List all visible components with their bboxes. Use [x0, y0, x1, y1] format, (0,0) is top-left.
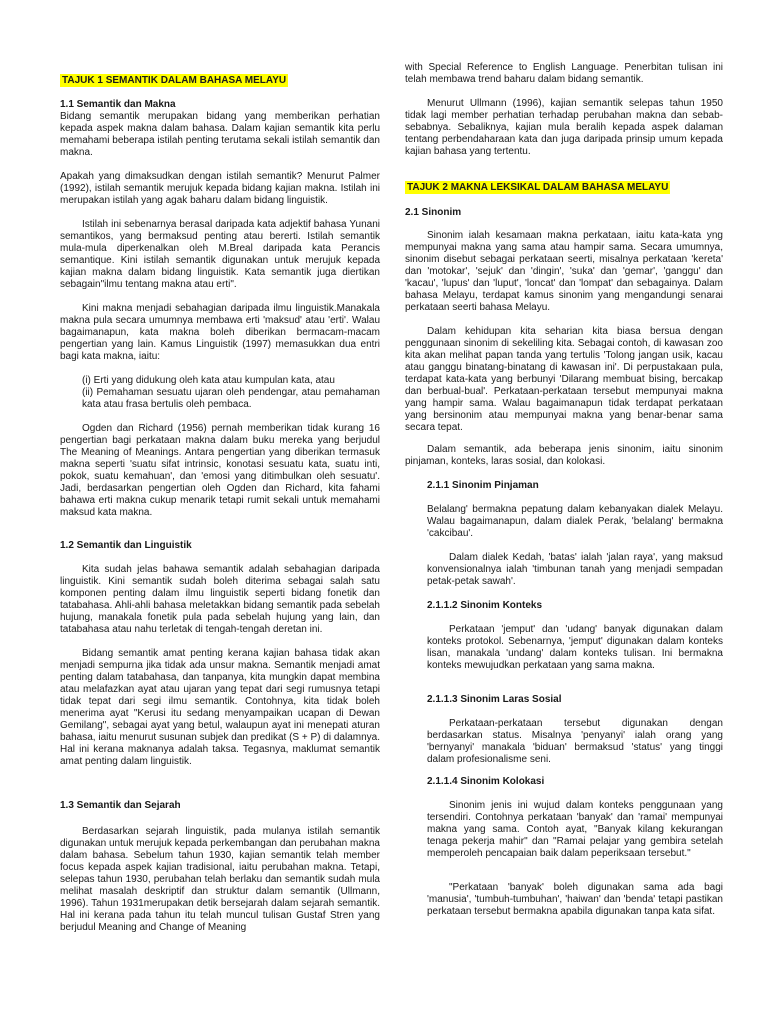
paragraph: Belalang' bermakna pepatung dalam kebanyakan dialek Melayu. Walau bagaimanapun, dalam dialek Perak, 'belalang' bermakna 'cakcibau'.: [427, 504, 723, 539]
paragraph: Berdasarkan sejarah linguistik, pada mulanya istilah semantik digunakan untuk merujuk kepada perkembangan dan perubahan makna dalam bahasa. Sebelum tahun 1930, kajian semantik telah member focus kepada aspek kajian tradisional, iaitu perubahan makna. Tetapi, selepas tahun 1930, perubahan telah berlaku dan semantik sudah mula melihat masalah deskriptif dan struktur dalam semantik (Ullmann, 1996). Tahun 1931merupakan detik bersejarah dalam sejarah semantik. Hal ini kerana pada tahun itu telah muncul tulisan Gustaf Stren yang berjudul Meaning and Change of Meaning: [60, 826, 380, 933]
paragraph: Apakah yang dimaksudkan dengan istilah semantik? Menurut Palmer (1992), istilah semantik merujuk kepada bidang kajian makna. Istilah ini merupakan istilah yang agak baharu dalam bidang linguistik.: [60, 171, 380, 206]
paragraph: Kita sudah jelas bahawa semantik adalah sebahagian daripada linguistik. Kini semantik sudah boleh diterima sebagai salah satu komponen penting dalam ilmu linguistik seperti bidang fonetik dan tatabahasa. Ahli-ahli bahasa meletakkan bidang semantik pada sebelah hujung, manakala fonetik pula pada sebelah hujung yang lain, dan tatabahasa atau nahu terletak di tengah-tengah deretan ini.: [60, 564, 380, 635]
section-2-1-1-title: 2.1.1 Sinonim Pinjaman: [427, 480, 539, 491]
paragraph: Dalam kehidupan kita seharian kita biasa bersua dengan penggunaan sinonim di sekeliling kita. Sebagai contoh, di kawasan zoo kita akan melihat papan tanda yang tertulis 'Tolong jangan usik, kacau atau ganggu binatang-binatang di kawasan ini'. Di perpustakaan pula, terdapat kata-kata yang berbunyi 'Dilarang membuat bising, bercakap dan berbual-bual'. Perkataan-perkataan tersebut mempunyai makna yang hampir sama. Walau bagaimanapun tidak terdapat perkataan yang bersinonim atau mempunyai makna yang benar-benar sama secara tepat.: [405, 326, 723, 433]
list-item: (ii) Pemahaman sesuatu ujaran oleh pendengar, atau pemahaman kata atau frasa bertulis oleh pembaca.: [82, 387, 380, 410]
chapter-2-heading: TAJUK 2 MAKNA LEKSIKAL DALAM BAHASA MELAYU: [407, 182, 669, 193]
paragraph: Dalam semantik, ada beberapa jenis sinonim, iaitu sinonim pinjaman, konteks, laras sosial, dan kolokasi.: [405, 444, 723, 467]
paragraph: Kini makna menjadi sebahagian daripada ilmu linguistik.Manakala makna pula secara umumnya membawa erti 'maksud' atau 'erti'. Walau bagaimanapun, kata makna boleh diberikan bermacam-macam pengertian yang lain. Kamus Linguistik (1997) memasukkan dua entri bagi kata makna, iaitu:: [60, 303, 380, 362]
paragraph: with Special Reference to English Language. Penerbitan tulisan ini telah membawa trend baharu dalam bidang semantik.: [405, 62, 723, 85]
section-2-1-title: 2.1 Sinonim: [405, 207, 462, 218]
section-2-1-1-3-title: 2.1.1.3 Sinonim Laras Sosial: [427, 694, 562, 705]
paragraph: Bidang semantik merupakan bidang yang memberikan perhatian kepada aspek makna dalam bahasa. Dalam kajian semantik kita perlu memahami beberapa istilah penting terutama sekali istilah semantik dan makna.: [60, 111, 380, 158]
section-1-2-title: 1.2 Semantik dan Linguistik: [60, 540, 192, 551]
section-1-3-title: 1.3 Semantik dan Sejarah: [60, 800, 181, 811]
paragraph: Sinonim ialah kesamaan makna perkataan, iaitu kata-kata yng mempunyai makna yang sama atau hampir sama. Secara umumnya, sinonim disebut sebagai perkataan seerti, misalnya perkataan 'kereta' dan 'motokar', 'sejuk' dan 'dingin', 'suka' dan 'gemar', 'ganggu' dan 'kacau', 'lupus' dan 'luput', 'loncat' dan 'lompat' dan sebagainya. Dalam bahasa Melayu, terdapat kamus sinonim yang mengandungi senarai perkataan seerti bahasa Melayu.: [405, 230, 723, 313]
paragraph: Istilah ini sebenarnya berasal daripada kata adjektif bahasa Yunani semantikos, yang bermaksud penting atau bererti. Istilah semantik mula-mula diperkenalkan oleh M.Breal daripada kata Perancis semantique. Kini istilah semantik digunakan untuk merujuk kepada kajian makna dalam bidang linguistik. Kata semantik juga diertikan sebagain"ilmu tentang makna atau erti".: [60, 219, 380, 290]
paragraph: Sinonim jenis ini wujud dalam konteks penggunaan yang tersendiri. Contohnya perkataan 'banyak' dan 'ramai' mempunyai makna yang sama. Contoh ayat, "Banyak kilang kekurangan tenaga pekerja mahir" dan "Ramai pelajar yang gembira setelah memperoleh pencapaian baik dalam peperiksaan tersebut.": [427, 800, 723, 859]
section-2-1-1-2-title: 2.1.1.2 Sinonim Konteks: [427, 600, 543, 611]
paragraph: Bidang semantik amat penting kerana kajian bahasa tidak akan menjadi sempurna jika tidak ada unsur makna. Semantik menjadi amat penting dalam tatabahasa, dan tanpanya, kita mungkin dapat membina atau melafazkan ayat atau ujaran yang tepat dari segi rumusnya tetapi tidak tepat dari segi ilmu semantik. Contohnya, kita tidak boleh menerima ayat "Kerusi itu sedang menyampaikan ucapan di Dewan Gemilang", sebagai ayat yang betul, walaupun ayat ini menepati aturan bahasa, iaitu menurut susunan subjek dan predikat (S + P) di dalamnya. Hal ini kerana maknanya adalah taksa. Tegasnya, maklumat semantik amat penting dalam linguistik.: [60, 648, 380, 767]
list-item: (i) Erti yang didukung oleh kata atau kumpulan kata, atau: [82, 375, 335, 386]
paragraph: Menurut Ullmann (1996), kajian semantik selepas tahun 1950 tidak lagi member perhatian terhadap perubahan makna dan sebab-sebabnya. Sebaliknya, kajian mula beralih kepada aspek dalaman tentang perbendaharaan kata dan juga daripada prinsip umum kepada kajian bahasa yang tertentu.: [405, 98, 723, 157]
paragraph: Ogden dan Richard (1956) pernah memberikan tidak kurang 16 pengertian bagi perkataan makna dalam buku mereka yang berjudul The Meaning of Meanings. Antara pengertian yang diberikan termasuk makna seperti 'suatu sifat intrinsic, konotasi sesuatu kata, suatu inti, pokok, suatu kemahuan', dan 'emosi yang ditimbulkan oleh sesuatu'. Jadi, berdasarkan pengertian oleh Ogden dan Richard, kita fahami bahawa erti makna cukup menarik tetapi rumit sekali untuk memahami maksud kata makna.: [60, 423, 380, 518]
paragraph: Perkataan-perkataan tersebut digunakan dengan berdasarkan status. Misalnya 'penyanyi' ialah orang yang 'bernyanyi' manakala 'biduan' bermaksud 'status' yang tinggi dalam profesionalisme seni.: [427, 718, 723, 765]
paragraph: Dalam dialek Kedah, 'batas' ialah 'jalan raya', yang maksud konvensionalnya ialah 'timbunan tanah yang menjadi sempadan petak-petak sawah'.: [427, 552, 723, 587]
section-2-1-1-4-title: 2.1.1.4 Sinonim Kolokasi: [427, 776, 545, 787]
paragraph: "Perkataan 'banyak' boleh digunakan sama ada bagi 'manusia', 'tumbuh-tumbuhan', 'haiwan' dan 'benda' tetapi pastikan perkataan tersebut bermakna apabila digunakan tanpa kata sifat.: [427, 882, 723, 917]
paragraph: Perkataan 'jemput' dan 'udang' banyak digunakan dalam konteks protokol. Sebenarnya, 'jemput' digunakan dalam konteks lisan, manakala 'undang' dalam konteks tulisan. Ini bermakna konteks mewujudkan perkataan yang sama makna.: [427, 624, 723, 671]
chapter-1-heading: TAJUK 1 SEMANTIK DALAM BAHASA MELAYU: [62, 75, 287, 86]
section-1-1-title: 1.1 Semantik dan Makna: [60, 99, 176, 110]
